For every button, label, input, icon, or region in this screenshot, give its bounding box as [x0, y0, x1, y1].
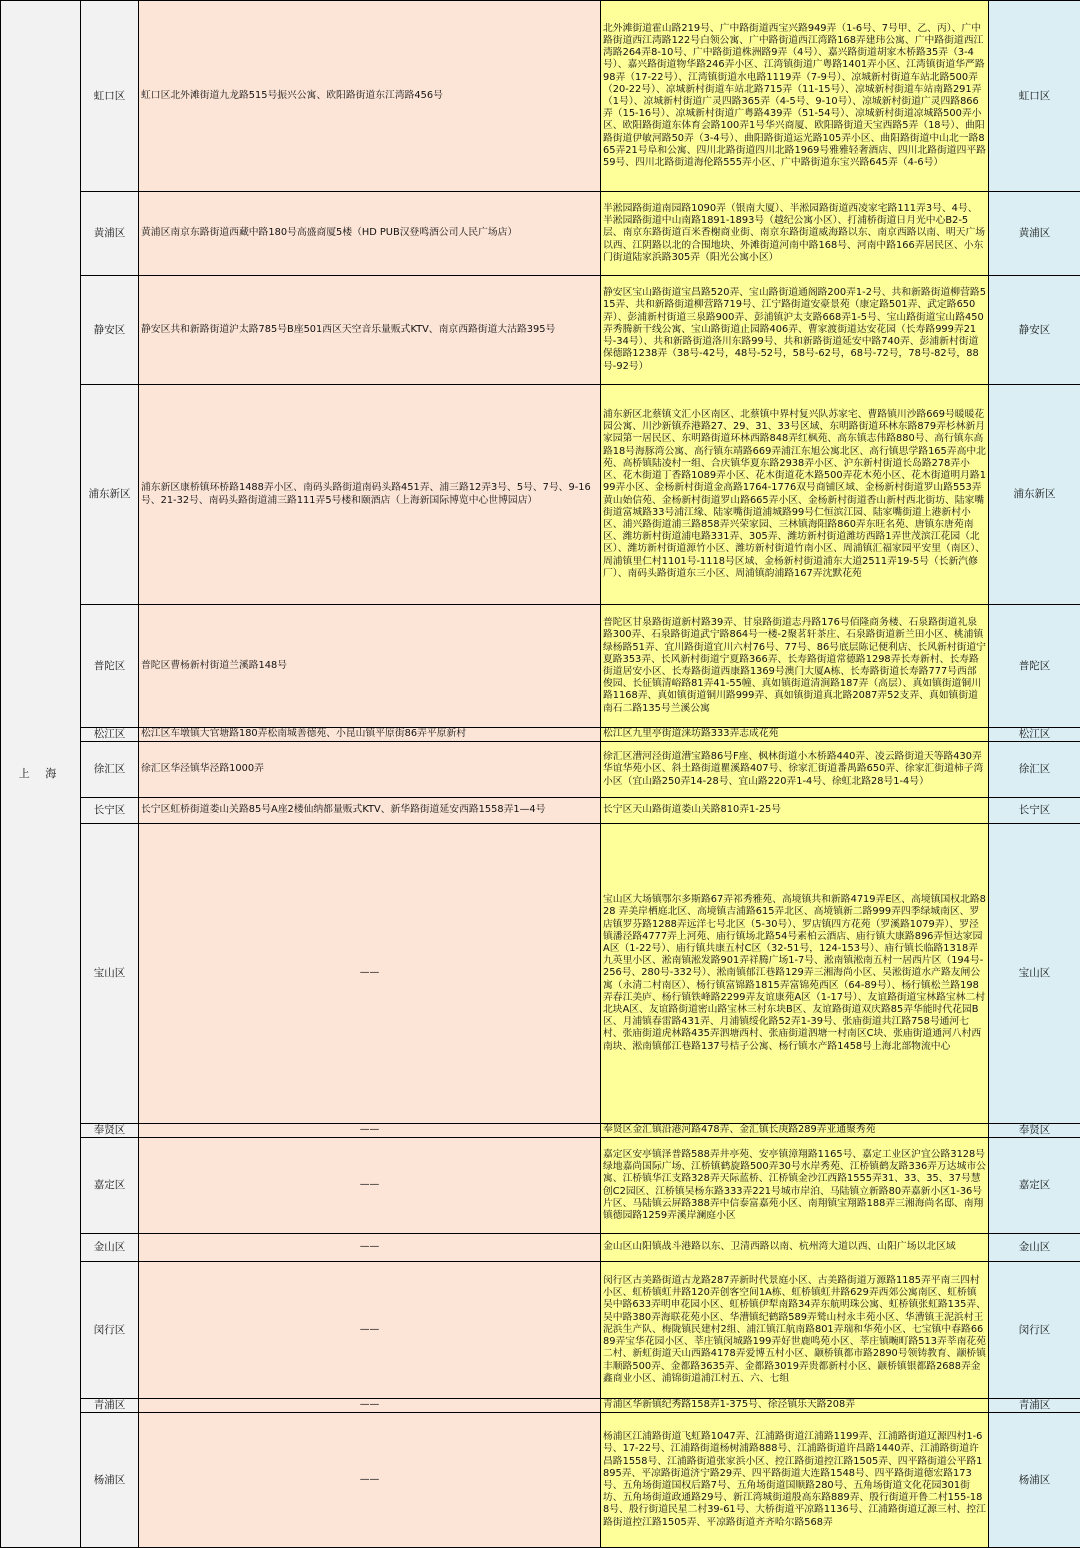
high-risk-cell: 虹口区北外滩街道九龙路515号振兴公寓、欧阳路街道东江湾路456号: [139, 1, 601, 192]
district-cell: 青浦区: [81, 1399, 139, 1413]
high-risk-cell: 黄浦区南京东路街道西藏中路180号高盛商厦5楼（HD PUB汉登鸣酒公司人民广场店）: [139, 192, 601, 276]
district-label-cell: 长宁区: [989, 798, 1080, 824]
district-label-cell: 杨浦区: [989, 1413, 1080, 1548]
medium-risk-cell: 北外滩街道霍山路219号、广中路街道西宝兴路949弄（1-6号、7号甲、乙、丙）、广中路街道西江湾路122号白领公寓、广中路街道西江湾路168弄建玮公寓、广中路街道西江湾路264弄8-10号、广中路街道株洲路9弄（4号）、嘉兴路街道胡家木桥路35弄（3-4号）、嘉兴路街道物华路246弄小区、江湾镇街道广粤路1401弄小区、江湾镇街道华严路98弄（17-22号）、江湾镇街道水电路1119弄（7-9号）、凉城新村街道车站北路500弄（20-22号）、凉城新村街道车站北路715弄（11-15号）、凉城新村街道车站南路291弄（1号）、凉城新村街道广灵四路365弄（4-5号、9-10号）、凉城新村街道广灵四路866弄（15-16号）、凉城新村街道广粤路439弄（51-54号）、凉城新村街道凉城路500弄小区、欧阳路街道东体育会路100弄1号华兴商厦、欧阳路街道天宝西路5弄（18号）、曲阳路街道伊敏河路50弄（3-4号）、曲阳路街道运光路105弄小区、曲阳路街道中山北一路865弄21号阜和公寓、四川北路街道四川北路1969号雅雅轻奢酒店、四川北路街道四平路59号、四川北路街道海伦路555弄小区、广中路街道东宝兴路645弄（4-6号）: [601, 1, 989, 192]
table-row: [1, 1, 1080, 192]
district-cell: 杨浦区: [81, 1413, 139, 1548]
district-label-cell: 徐汇区: [989, 742, 1080, 798]
district-label-cell: 虹口区: [989, 1, 1080, 192]
medium-risk-cell: 宝山区大场镇鄂尔多斯路67弄祁秀雅苑、高境镇共和新路4719弄E区、高境镇国权北路828 弄美岸栖庭北区、高境镇吉浦路615弄北区、高境镇新二路999弄四季绿城南区、罗店镇罗芬路1288弄远洋七号北区（5-30号）、罗店镇四方花苑（罗溪路1079弄）、罗泾镇潘泾路4777弄上河苑、庙行镇场北路54号素柏云酒店、庙行镇大康路896弄恒达家园A区（1-22号）、庙行镇共康五村C区（32-51号，124-153号）、庙行镇长临路1318弄九英里小区、淞南镇淞发路901弄祥腾广场1-7号、淞南镇淞南五村一居西片区（194号-256号、280号-332号）、淞南镇郁江巷路129弄三湘海尚小区、吴淞街道水产路友闸公寓（永清二村南区）、杨行镇富锦路1815弄富锦苑西区（64-89号）、杨行镇松兰路198弄春江美庐、杨行镇铁峰路2299弄友谊康苑A区（1-17号）、友谊路街道宝林路宝林二村北块A区、友谊路街道密山路宝林三村东块B区、友谊路街道双庆路85弄华能时代花园B区、月浦镇春雷路431弄、月浦镇绥化路52弄1-39号、张庙街道共江路758号通河七村、张庙街道虎林路435弄泗塘西村、张庙街道泗塘一村南区C块、张庙街道通河八村西南块、淞南镇郁江巷路137号桔子公寓、杨行镇水产路1458号上海北部物流中心: [601, 824, 989, 1124]
high-risk-cell: ——: [139, 1413, 601, 1548]
district-cell: 奉贤区: [81, 1124, 139, 1138]
table-row: [1, 192, 1080, 276]
medium-risk-cell: 奉贤区金汇镇沿港河路478弄、金汇镇长庚路289弄亚通聚秀苑: [601, 1124, 989, 1138]
medium-risk-cell: 松江区九里亭街道涞坊路333弄志成花苑: [601, 728, 989, 742]
table-row: [1, 1138, 1080, 1234]
district-cell: 普陀区: [81, 605, 139, 728]
table-row: [1, 1234, 1080, 1262]
medium-risk-cell: 徐汇区漕河泾街道漕宝路86号F座、枫林街道小木桥路440弄、凌云路街道天等路430弄华谊华苑小区、斜土路街道瞿溪路407号、徐家汇街道番禺路650弄、徐家汇街道柿子湾小区（宜山路250弄14-28号、宜山路220弄1-4号、徐虹北路28号1-4号）: [601, 742, 989, 798]
high-risk-cell: ——: [139, 1234, 601, 1262]
medium-risk-cell: 青浦区华新镇纪秀路158弄1-375号、徐泾镇乐天路208弄: [601, 1399, 989, 1413]
medium-risk-cell: 静安区宝山路街道宝昌路520弄、宝山路街道通阁路200弄1-2号、共和新路街道柳营路515弄、共和新路街道柳营路719号、江宁路街道安豪景苑（康定路501弄、武定路650弄）、彭浦新村街道三泉路900弄、彭浦镇沪太支路668弄1-5号、宝山路街道宝山路450弄秀腾新干线公寓、宝山路街道止园路406弄、曹家渡街道达安花园（长寿路999弄21号-34号）、共和新路街道洛川东路99号、共和新路街道延安中路740弄、彭浦新村街道保德路1238弄（38号-42号，48号-52号，58号-62号，68号-72号，78号-82号，88号-92号）: [601, 276, 989, 385]
high-risk-cell: ——: [139, 824, 601, 1124]
high-risk-cell: 松江区车墩镇大官塘路180弄松南城善德苑、小昆山镇平原街86弄平原新村: [139, 728, 601, 742]
high-risk-cell: 长宁区虹桥街道娄山关路85号A座2楼仙纳都量贩式KTV、新华路街道延安西路1558弄1—4号: [139, 798, 601, 824]
district-label-cell: 宝山区: [989, 824, 1080, 1124]
table-row: [1, 385, 1080, 605]
district-cell: 松江区: [81, 728, 139, 742]
high-risk-cell: 徐汇区华泾镇华泾路1000弄: [139, 742, 601, 798]
high-risk-cell: 浦东新区康桥镇环桥路1488弄小区、南码头路街道南码头路451弄、浦三路12弄3号、5号、7号、9-16号、21-32号、南码头路街道浦三路111弄5号楼和颐酒店（上海新国际博览中心世博园店）: [139, 385, 601, 605]
high-risk-cell: ——: [139, 1138, 601, 1234]
table-row: [1, 1413, 1080, 1548]
district-label-cell: 青浦区: [989, 1399, 1080, 1413]
district-label-cell: 闵行区: [989, 1262, 1080, 1399]
high-risk-cell: ——: [139, 1399, 601, 1413]
district-label-cell: 普陀区: [989, 605, 1080, 728]
district-cell: 虹口区: [81, 1, 139, 192]
medium-risk-cell: 半淞园路街道南园路1090弄（银南大厦）、半淞园路街道西凌家宅路111弄3号、4号、半淞园路街道中山南路1891-1893号（越纪公寓小区）、打浦桥街道日月光中心B2-5层、南京东路街道百米香榭商业街、南京东路街道威海路以东、南京西路以南、明天广场以西、江阴路以北的合围地块、外滩街道河南中路168号、河南中路166弄居民区、小东门街道陆家浜路305弄（阳光公寓小区）: [601, 192, 989, 276]
high-risk-cell: 普陀区曹杨新村街道兰溪路148号: [139, 605, 601, 728]
table-row: [1, 728, 1080, 742]
table-row: [1, 1399, 1080, 1413]
high-risk-cell: ——: [139, 1262, 601, 1399]
district-cell: 嘉定区: [81, 1138, 139, 1234]
high-risk-cell: 静安区共和新路街道沪太路785号B座501西区天空音乐量贩式KTV、南京西路街道大沽路395号: [139, 276, 601, 385]
table-row: [1, 605, 1080, 728]
table-row: [1, 742, 1080, 798]
district-label-cell: 嘉定区: [989, 1138, 1080, 1234]
table-row: [1, 276, 1080, 385]
district-label-cell: 金山区: [989, 1234, 1080, 1262]
medium-risk-cell: 普陀区甘泉路街道新村路39弄、甘泉路街道志丹路176号佰隆商务楼、石泉路街道礼泉路300弄、石泉路街道武宁路864号一楼-2聚茗轩茶庄、石泉路街道新兰田小区、桃浦镇绿杨路51弄、宜川路街道宜川六村76号、77号、86号底层陈记便利店、长风新村街道宁夏路353弄、长风新村街道宁夏路366弄、长寿路街道常德路1298弄长寿新村、长寿路街道居安小区、长寿路街道西康路1369号澳门大厦A栋、长寿路街道长寿路777号西部俊园、长征镇清峪路81弄41-55幢、真如镇街道清涧路187弄（高层）、真如镇街道铜川路1168弄、真如镇街道铜川路999弄、真如镇街道真北路2087弄52支弄、真如镇街道南石二路135号兰溪公寓: [601, 605, 989, 728]
medium-risk-cell: 嘉定区安亭镇泽普路588弄井亭苑、安亭镇漳翔路1165号、嘉定工业区沪宜公路3128号绿地嘉尚国际广场、江桥镇鹤旋路500弄30号水岸秀苑、江桥镇鹤友路336弄万达城市公寓、江桥镇华江支路328弄天际蓝桥、江桥镇金沙江西路1555弄31、33、35、37号慧创C2园区、江桥镇吴杨东路333弄221号城市岸泊、马陆镇立新路80弄嘉新小区1-36号片区、马陆镇云屏路388弄中信泰富嘉苑小区、南翔镇宝翔路188弄三湘海尚名邸、南翔镇德园路1259弄溪岸澜庭小区: [601, 1138, 989, 1234]
medium-risk-cell: 闵行区古美路街道古龙路287弄新时代景庭小区、古美路街道万源路1185弄平南三四村小区、虹桥镇虹井路120弄创客空间1A栋、虹桥镇虹井路629弄西郊公寓南区、虹桥镇吴中路633弄明申花园小区、虹桥镇伊犁南路34弄东航明珠公寓、虹桥镇张虹路135弄、吴中路380弄海联花苑小区、华漕镇纪鹤路589弄鹫山村永丰苑小区、华漕镇王泥浜村王泥浜生产队、梅陇镇民建村2组、浦江镇江航南路801弄瑞和华苑小区、七宝镇中春路6689弄宝华花园小区、莘庄镇闵城路199弄好世鹿鸣苑小区、莘庄镇畹町路513弄莘南花苑二村、新虹街道天山西路4178弄爱博五村小区、颛桥镇都市路2890号领铸教育、颛桥镇丰顺路500弄、金都路3635弄、金都路3019弄贵都新村小区、颛桥镇银都路2688弄金鑫商业小区、浦锦街道浦江村五、六、七组: [601, 1262, 989, 1399]
city-cell: 上 海: [1, 1, 81, 1548]
district-label-cell: 奉贤区: [989, 1124, 1080, 1138]
district-cell: 长宁区: [81, 798, 139, 824]
table-row: [1, 1262, 1080, 1399]
district-cell: 闵行区: [81, 1262, 139, 1399]
medium-risk-cell: 杨浦区江浦路街道飞虹路1047弄、江浦路街道江浦路1199弄、江浦路街道辽源四村1-6号、17-22号、江浦路街道杨树浦路888号、江浦路街道许昌路1440弄、江浦路街道许昌路1558号、江浦路街道张家浜小区、控江路街道控江路1505弄、四平路街道公平路1895弄、平凉路街道济宁路29弄、四平路街道大连路1548号、四平路街道德宏路173号、五角场街道国权后路7号、五角场街道国顺路280号、五角场街道文化花园301街坊、五角场街道政通路29号、新江湾城街道殷高东路889弄、殷行街道开鲁二村155-188号、殷行街道民星二村39-61号、大桥街道平凉路1136号、江浦路街道辽源三村、控江路街道控江路1505弄、平凉路街道齐齐哈尔路568弄: [601, 1413, 989, 1548]
district-cell: 静安区: [81, 276, 139, 385]
medium-risk-cell: 金山区山阳镇战斗港路以东、卫清西路以南、杭州湾大道以西、山阳广场以北区域: [601, 1234, 989, 1262]
district-label-cell: 黄浦区: [989, 192, 1080, 276]
district-cell: 黄浦区: [81, 192, 139, 276]
table-row: [1, 1124, 1080, 1138]
medium-risk-cell: 浦东新区北蔡镇文汇小区南区、北蔡镇中界村复兴队苏家宅、曹路镇川沙路669号暖暖花园公寓、川沙新镇乔港路27、29、31、33号区域、东明路街道环林东路879弄杉林新月家园第一居民区、东明路街道环林西路848弄红枫苑、高东镇志伟路880号、高行镇东高路18号海豚湾公寓、高行镇东靖路669弄浦江东旭公寓北区、高行镇思学路165弄高中北苑、高桥镇陆凌村一组、合庆镇华夏东路2938弄小区、沪东新村街道长岛路278弄小区、花木街道丁香路1089弄小区、花木街道花木路500弄花木苑小区、花木街道明月路199弄小区、金杨新村街道金高路1764-1776双号商铺区域、金杨新村街道罗山路553弄黄山始信苑、金杨新村街道罗山路665弄小区、金杨新村街道香山新村西北街坊、陆家嘴街道富城路33号浦江缘、陆家嘴街道浦城路99号仁恒滨江园、陆家嘴街道上港新村小区、浦兴路街道浦三路858弄兴荣家园、三林镇海阳路860弄东旺名苑、唐镇东唐苑南区、潍坊新村街道浦电路331弄、305弄、潍坊新村街道潍坊西路1弄世茂滨江花园（北区）、潍坊新村街道源竹小区、潍坊新村街道竹南小区、周浦镇汇福家园平安里（南区）、周浦镇里仁村1101号-1118号区域、金杨新村街道浦东大道2511弄19-5号（长新汽修厂）、南码头路街道东三小区、周浦镇韵浦路167弄沈默花苑: [601, 385, 989, 605]
district-label-cell: 浦东新区: [989, 385, 1080, 605]
district-cell: 徐汇区: [81, 742, 139, 798]
district-label-cell: 静安区: [989, 276, 1080, 385]
table-row: [1, 798, 1080, 824]
table-row: [1, 824, 1080, 1124]
district-label-cell: 松江区: [989, 728, 1080, 742]
high-risk-cell: ——: [139, 1124, 601, 1138]
district-cell: 金山区: [81, 1234, 139, 1262]
medium-risk-cell: 长宁区天山路街道娄山关路810弄1-25号: [601, 798, 989, 824]
district-cell: 浦东新区: [81, 385, 139, 605]
district-cell: 宝山区: [81, 824, 139, 1124]
